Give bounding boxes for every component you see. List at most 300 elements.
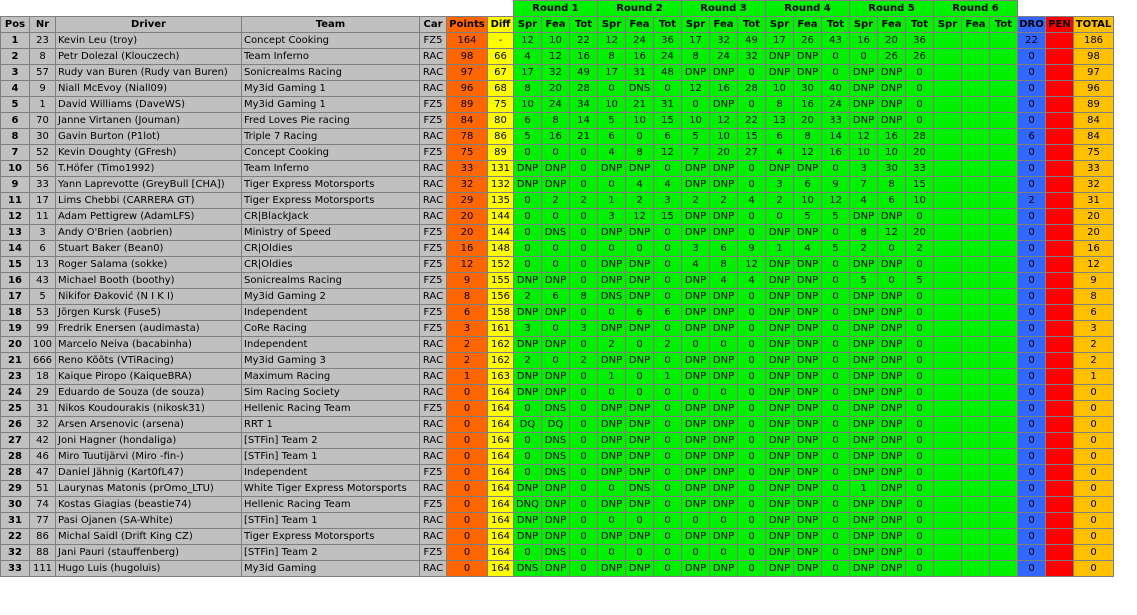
round-2-fea-cell: DNS — [626, 481, 654, 497]
round-2-tot-cell: 48 — [654, 65, 682, 81]
round-4-fea-cell: DNP — [794, 337, 822, 353]
total-cell: 84 — [1074, 129, 1114, 145]
round-6-fea-cell — [962, 481, 990, 497]
round-2-header: Round 2 — [598, 1, 682, 17]
round-4-fea-cell: DNP — [794, 497, 822, 513]
points-cell: 3 — [447, 321, 488, 337]
driver-cell: Kevin Leu (troy) — [56, 33, 242, 49]
team-cell: Team Inferno — [242, 161, 420, 177]
round-2-spr-cell: DNP — [598, 561, 626, 577]
round-2-fea-cell: DNP — [626, 289, 654, 305]
table-row — [1, 209, 1114, 225]
dro-cell: 0 — [1018, 113, 1046, 129]
round-6-spr-cell — [934, 225, 962, 241]
diff-cell: 164 — [488, 385, 514, 401]
round-3-tot-cell: 0 — [738, 465, 766, 481]
round-5-fea-header: Fea — [878, 17, 906, 33]
team-cell: Independent — [242, 337, 420, 353]
dro-cell: 0 — [1018, 241, 1046, 257]
round-3-tot-cell: 0 — [738, 529, 766, 545]
round-4-spr-cell: 17 — [766, 33, 794, 49]
table-row — [1, 177, 1114, 193]
diff-cell: 66 — [488, 49, 514, 65]
round-6-spr-cell — [934, 145, 962, 161]
points-cell: 12 — [447, 257, 488, 273]
round-5-tot-cell: 33 — [906, 161, 934, 177]
round-6-fea-cell — [962, 177, 990, 193]
round-2-tot-cell: 6 — [654, 129, 682, 145]
round-5-tot-cell: 0 — [906, 353, 934, 369]
round-5-fea-cell: DNP — [878, 209, 906, 225]
pen-cell — [1046, 369, 1074, 385]
round-4-fea-cell: DNP — [794, 545, 822, 561]
total-cell: 8 — [1074, 289, 1114, 305]
pos-cell: 19 — [1, 321, 30, 337]
round-5-fea-cell: DNP — [878, 369, 906, 385]
round-2-spr-cell: 0 — [598, 305, 626, 321]
round-2-tot-cell: 12 — [654, 145, 682, 161]
round-6-tot-cell — [990, 353, 1018, 369]
points-header: Points — [447, 17, 488, 33]
total-cell: 96 — [1074, 81, 1114, 97]
round-2-tot-cell: 1 — [654, 369, 682, 385]
round-1-spr-cell: 6 — [514, 113, 542, 129]
round-6-fea-cell — [962, 561, 990, 577]
dro-cell: 0 — [1018, 529, 1046, 545]
round-5-spr-cell: 1 — [850, 481, 878, 497]
round-3-tot-cell: 12 — [738, 257, 766, 273]
nr-cell: 23 — [30, 33, 56, 49]
pen-cell — [1046, 241, 1074, 257]
points-cell: 0 — [447, 529, 488, 545]
round-6-tot-cell — [990, 241, 1018, 257]
table-row — [1, 257, 1114, 273]
round-2-tot-cell: 0 — [654, 497, 682, 513]
round-2-spr-cell: DNP — [598, 449, 626, 465]
round-2-fea-cell: DNP — [626, 161, 654, 177]
nr-cell: 88 — [30, 545, 56, 561]
round-3-tot-cell: 0 — [738, 449, 766, 465]
pos-cell: 30 — [1, 497, 30, 513]
round-4-spr-cell: DNP — [766, 369, 794, 385]
round-2-tot-cell: 0 — [654, 545, 682, 561]
round-3-spr-cell: DNP — [682, 481, 710, 497]
round-6-tot-cell — [990, 529, 1018, 545]
round-1-tot-cell: 0 — [570, 241, 598, 257]
points-cell: 0 — [447, 561, 488, 577]
table-row — [1, 241, 1114, 257]
driver-cell: Joni Hagner (hondaliga) — [56, 433, 242, 449]
round-5-spr-cell: 5 — [850, 273, 878, 289]
round-4-spr-cell: DNP — [766, 433, 794, 449]
car-cell: FZ5 — [420, 497, 447, 513]
round-1-fea-cell: DNP — [542, 177, 570, 193]
round-5-fea-cell: 10 — [878, 145, 906, 161]
pos-cell: 16 — [1, 273, 30, 289]
round-5-tot-cell: 0 — [906, 449, 934, 465]
total-cell: 0 — [1074, 513, 1114, 529]
car-cell: FZ5 — [420, 545, 447, 561]
round-4-spr-cell: DNP — [766, 497, 794, 513]
car-cell: RAC — [420, 193, 447, 209]
dro-cell: 0 — [1018, 321, 1046, 337]
pen-cell — [1046, 545, 1074, 561]
round-6-fea-cell — [962, 465, 990, 481]
round-6-fea-cell — [962, 129, 990, 145]
round-4-spr-cell: 3 — [766, 177, 794, 193]
table-row — [1, 305, 1114, 321]
pos-cell: 29 — [1, 481, 30, 497]
round-6-spr-cell — [934, 81, 962, 97]
round-1-spr-cell: 0 — [514, 545, 542, 561]
round-4-spr-cell: DNP — [766, 289, 794, 305]
round-4-fea-cell: DNP — [794, 225, 822, 241]
round-1-tot-cell: 22 — [570, 33, 598, 49]
driver-cell: Hugo Luis (hugoluis) — [56, 561, 242, 577]
round-6-fea-cell — [962, 289, 990, 305]
round-3-tot-cell: 0 — [738, 65, 766, 81]
pos-cell: 6 — [1, 113, 30, 129]
round-6-spr-cell — [934, 449, 962, 465]
round-6-spr-cell — [934, 401, 962, 417]
round-3-fea-cell: DNP — [710, 529, 738, 545]
round-5-fea-cell: DNP — [878, 449, 906, 465]
diff-cell: 148 — [488, 241, 514, 257]
round-3-fea-cell: 32 — [710, 33, 738, 49]
round-4-spr-cell: DNP — [766, 353, 794, 369]
round-1-spr-cell: 0 — [514, 225, 542, 241]
diff-cell: 164 — [488, 465, 514, 481]
round-6-tot-cell — [990, 497, 1018, 513]
round-1-spr-cell: 0 — [514, 401, 542, 417]
car-cell: RAC — [420, 177, 447, 193]
round-3-spr-header: Spr — [682, 17, 710, 33]
round-6-spr-cell — [934, 433, 962, 449]
driver-cell: Adam Pettigrew (AdamLFS) — [56, 209, 242, 225]
round-2-fea-cell: 10 — [626, 113, 654, 129]
round-2-spr-cell: 5 — [598, 113, 626, 129]
round-2-spr-cell: 0 — [598, 545, 626, 561]
round-1-spr-cell: DNP — [514, 513, 542, 529]
round-1-tot-cell: 0 — [570, 481, 598, 497]
nr-cell: 53 — [30, 305, 56, 321]
team-cell: Tiger Express Motorsports — [242, 177, 420, 193]
round-6-tot-cell — [990, 273, 1018, 289]
pos-cell: 33 — [1, 561, 30, 577]
round-3-spr-cell: 17 — [682, 33, 710, 49]
round-4-tot-cell: 24 — [822, 97, 850, 113]
round-2-tot-cell: 0 — [654, 353, 682, 369]
round-4-spr-cell: 1 — [766, 241, 794, 257]
round-2-tot-cell: 0 — [654, 289, 682, 305]
table-row — [1, 321, 1114, 337]
round-4-tot-cell: 0 — [822, 481, 850, 497]
round-6-tot-cell — [990, 289, 1018, 305]
round-3-tot-cell: 0 — [738, 321, 766, 337]
diff-cell: 158 — [488, 305, 514, 321]
nr-cell: 46 — [30, 449, 56, 465]
round-6-fea-cell — [962, 33, 990, 49]
table-row — [1, 49, 1114, 65]
diff-cell: 135 — [488, 193, 514, 209]
round-4-spr-cell: DNP — [766, 561, 794, 577]
round-3-spr-cell: 0 — [682, 513, 710, 529]
round-1-spr-cell: DNP — [514, 481, 542, 497]
round-1-spr-cell: 2 — [514, 289, 542, 305]
round-3-fea-cell: 0 — [710, 545, 738, 561]
round-5-tot-cell: 0 — [906, 433, 934, 449]
round-2-fea-cell: 12 — [626, 209, 654, 225]
round-2-fea-cell: 0 — [626, 369, 654, 385]
round-6-tot-cell — [990, 81, 1018, 97]
points-cell: 96 — [447, 81, 488, 97]
round-2-spr-cell: 17 — [598, 65, 626, 81]
dro-cell: 0 — [1018, 561, 1046, 577]
nr-cell: 42 — [30, 433, 56, 449]
nr-cell: 30 — [30, 129, 56, 145]
round-3-tot-cell: 9 — [738, 241, 766, 257]
round-1-fea-cell: 0 — [542, 257, 570, 273]
diff-cell: 68 — [488, 81, 514, 97]
round-3-spr-cell: DNP — [682, 177, 710, 193]
pen-cell — [1046, 257, 1074, 273]
driver-cell: Roger Salama (sokke) — [56, 257, 242, 273]
round-6-spr-cell — [934, 209, 962, 225]
diff-cell: 67 — [488, 65, 514, 81]
total-cell: 31 — [1074, 193, 1114, 209]
round-5-spr-cell: DNP — [850, 497, 878, 513]
round-6-tot-cell — [990, 401, 1018, 417]
round-3-fea-cell: 6 — [710, 241, 738, 257]
round-3-fea-cell: DNP — [710, 433, 738, 449]
round-3-tot-cell: 22 — [738, 113, 766, 129]
table-row — [1, 145, 1114, 161]
round-6-tot-cell — [990, 65, 1018, 81]
round-1-tot-cell: 0 — [570, 401, 598, 417]
round-3-fea-cell: DNP — [710, 481, 738, 497]
round-6-tot-cell — [990, 177, 1018, 193]
round-4-tot-cell: 0 — [822, 305, 850, 321]
round-6-tot-cell — [990, 337, 1018, 353]
round-3-spr-cell: DNP — [682, 369, 710, 385]
round-1-tot-cell: 0 — [570, 513, 598, 529]
round-2-tot-cell: 0 — [654, 161, 682, 177]
round-2-spr-cell: 0 — [598, 241, 626, 257]
dro-cell: 6 — [1018, 129, 1046, 145]
round-3-tot-cell: 0 — [738, 97, 766, 113]
nr-cell: 31 — [30, 401, 56, 417]
diff-cell: 75 — [488, 97, 514, 113]
nr-cell: 666 — [30, 353, 56, 369]
round-1-tot-cell: 0 — [570, 529, 598, 545]
round-6-spr-cell — [934, 369, 962, 385]
round-4-tot-cell: 43 — [822, 33, 850, 49]
round-1-tot-cell: 0 — [570, 465, 598, 481]
diff-cell: 164 — [488, 497, 514, 513]
round-1-tot-cell: 8 — [570, 289, 598, 305]
round-3-fea-cell: DNP — [710, 353, 738, 369]
round-2-fea-cell: 6 — [626, 305, 654, 321]
round-3-tot-cell: 32 — [738, 49, 766, 65]
car-cell: RAC — [420, 385, 447, 401]
pos-cell: 28 — [1, 449, 30, 465]
round-1-spr-cell: 0 — [514, 257, 542, 273]
driver-cell: Laurynas Matonis (prOmo_LTU) — [56, 481, 242, 497]
round-2-spr-cell: DNP — [598, 497, 626, 513]
round-3-spr-cell: DNP — [682, 353, 710, 369]
points-cell: 2 — [447, 337, 488, 353]
diff-cell: 162 — [488, 353, 514, 369]
car-cell: FZ5 — [420, 305, 447, 321]
round-6-spr-cell — [934, 97, 962, 113]
team-cell: [STFin] Team 2 — [242, 433, 420, 449]
round-3-fea-cell: 12 — [710, 113, 738, 129]
round-2-fea-cell: DNS — [626, 81, 654, 97]
team-cell: My3id Gaming 3 — [242, 353, 420, 369]
round-3-fea-cell: 0 — [710, 337, 738, 353]
round-2-fea-cell: 0 — [626, 129, 654, 145]
driver-cell: Jörgen Kursk (Fuse5) — [56, 305, 242, 321]
points-cell: 75 — [447, 145, 488, 161]
round-2-spr-cell: 1 — [598, 369, 626, 385]
round-6-spr-cell — [934, 273, 962, 289]
table-row — [1, 129, 1114, 145]
round-1-fea-cell: DNP — [542, 305, 570, 321]
round-2-tot-cell: 15 — [654, 113, 682, 129]
pos-cell: 8 — [1, 129, 30, 145]
round-1-tot-cell: 0 — [570, 161, 598, 177]
round-1-spr-cell: 0 — [514, 193, 542, 209]
round-2-tot-header: Tot — [654, 17, 682, 33]
round-3-tot-header: Tot — [738, 17, 766, 33]
driver-cell: Michal Saidl (Drift King CZ) — [56, 529, 242, 545]
pen-cell — [1046, 401, 1074, 417]
round-2-tot-cell: 31 — [654, 97, 682, 113]
total-cell: 2 — [1074, 337, 1114, 353]
round-4-spr-cell: 6 — [766, 129, 794, 145]
round-2-tot-cell: 0 — [654, 465, 682, 481]
round-1-fea-cell: 0 — [542, 241, 570, 257]
team-cell: Hellenic Racing Team — [242, 401, 420, 417]
round-3-spr-cell: 7 — [682, 145, 710, 161]
round-5-tot-cell: 0 — [906, 385, 934, 401]
round-3-fea-cell: DNP — [710, 161, 738, 177]
round-2-fea-cell: DNP — [626, 417, 654, 433]
round-4-spr-cell: DNP — [766, 481, 794, 497]
round-2-fea-cell: 16 — [626, 49, 654, 65]
round-3-spr-cell: 2 — [682, 193, 710, 209]
dro-cell: 0 — [1018, 545, 1046, 561]
round-1-spr-cell: 0 — [514, 241, 542, 257]
round-1-spr-cell: 17 — [514, 65, 542, 81]
round-4-tot-cell: 33 — [822, 113, 850, 129]
round-3-tot-cell: 0 — [738, 161, 766, 177]
round-1-fea-cell: DQ — [542, 417, 570, 433]
round-5-tot-cell: 0 — [906, 561, 934, 577]
round-1-fea-cell: 24 — [542, 97, 570, 113]
round-5-spr-cell: DNP — [850, 561, 878, 577]
dro-cell: 22 — [1018, 33, 1046, 49]
table-row — [1, 465, 1114, 481]
dro-cell: 0 — [1018, 273, 1046, 289]
driver-cell: Arsen Arsenovic (arsena) — [56, 417, 242, 433]
round-1-fea-cell: 6 — [542, 289, 570, 305]
total-cell: 89 — [1074, 97, 1114, 113]
driver-cell: Michael Booth (boothy) — [56, 273, 242, 289]
pen-cell — [1046, 97, 1074, 113]
round-6-spr-cell — [934, 65, 962, 81]
diff-cell: 144 — [488, 225, 514, 241]
round-3-fea-cell: 4 — [710, 273, 738, 289]
pen-cell — [1046, 305, 1074, 321]
round-3-header: Round 3 — [682, 1, 766, 17]
round-2-spr-cell: 10 — [598, 97, 626, 113]
round-5-fea-cell: DNP — [878, 545, 906, 561]
team-cell: Maximum Racing — [242, 369, 420, 385]
dro-cell: 0 — [1018, 449, 1046, 465]
round-4-fea-cell: DNP — [794, 65, 822, 81]
round-1-spr-cell: 0 — [514, 449, 542, 465]
round-4-tot-cell: 16 — [822, 145, 850, 161]
round-3-tot-cell: 0 — [738, 401, 766, 417]
round-6-tot-cell — [990, 465, 1018, 481]
car-cell: RAC — [420, 353, 447, 369]
round-3-spr-cell: DNP — [682, 433, 710, 449]
dro-cell: 0 — [1018, 353, 1046, 369]
points-cell: 0 — [447, 417, 488, 433]
round-1-tot-cell: 0 — [570, 417, 598, 433]
round-5-tot-cell: 0 — [906, 417, 934, 433]
round-1-spr-cell: 12 — [514, 33, 542, 49]
round-2-tot-cell: 0 — [654, 81, 682, 97]
nr-cell: 33 — [30, 177, 56, 193]
dro-cell: 0 — [1018, 433, 1046, 449]
diff-cell: 164 — [488, 481, 514, 497]
round-6-fea-cell — [962, 161, 990, 177]
round-3-tot-cell: 0 — [738, 369, 766, 385]
round-6-spr-cell — [934, 321, 962, 337]
round-6-fea-cell — [962, 273, 990, 289]
round-1-fea-cell: DNS — [542, 433, 570, 449]
pen-cell — [1046, 433, 1074, 449]
round-5-tot-cell: 0 — [906, 465, 934, 481]
pen-cell — [1046, 81, 1074, 97]
driver-cell: Rudy van Buren (Rudy van Buren) — [56, 65, 242, 81]
pos-cell: 9 — [1, 177, 30, 193]
diff-cell: 164 — [488, 433, 514, 449]
pen-cell — [1046, 449, 1074, 465]
round-2-spr-cell: DNP — [598, 529, 626, 545]
round-6-fea-cell — [962, 369, 990, 385]
round-3-spr-cell: DNP — [682, 161, 710, 177]
round-1-tot-cell: 2 — [570, 353, 598, 369]
round-2-fea-cell: DNP — [626, 353, 654, 369]
pen-cell — [1046, 385, 1074, 401]
table-row — [1, 225, 1114, 241]
round-5-spr-cell: DNP — [850, 97, 878, 113]
round-3-fea-cell: 20 — [710, 145, 738, 161]
pen-cell — [1046, 49, 1074, 65]
round-2-tot-cell: 0 — [654, 401, 682, 417]
round-3-tot-cell: 0 — [738, 433, 766, 449]
round-2-tot-cell: 15 — [654, 209, 682, 225]
total-cell: 0 — [1074, 529, 1114, 545]
round-2-spr-cell: 3 — [598, 209, 626, 225]
round-2-spr-cell: 2 — [598, 337, 626, 353]
round-6-tot-cell — [990, 385, 1018, 401]
round-5-spr-cell: 10 — [850, 145, 878, 161]
round-2-tot-cell: 3 — [654, 193, 682, 209]
